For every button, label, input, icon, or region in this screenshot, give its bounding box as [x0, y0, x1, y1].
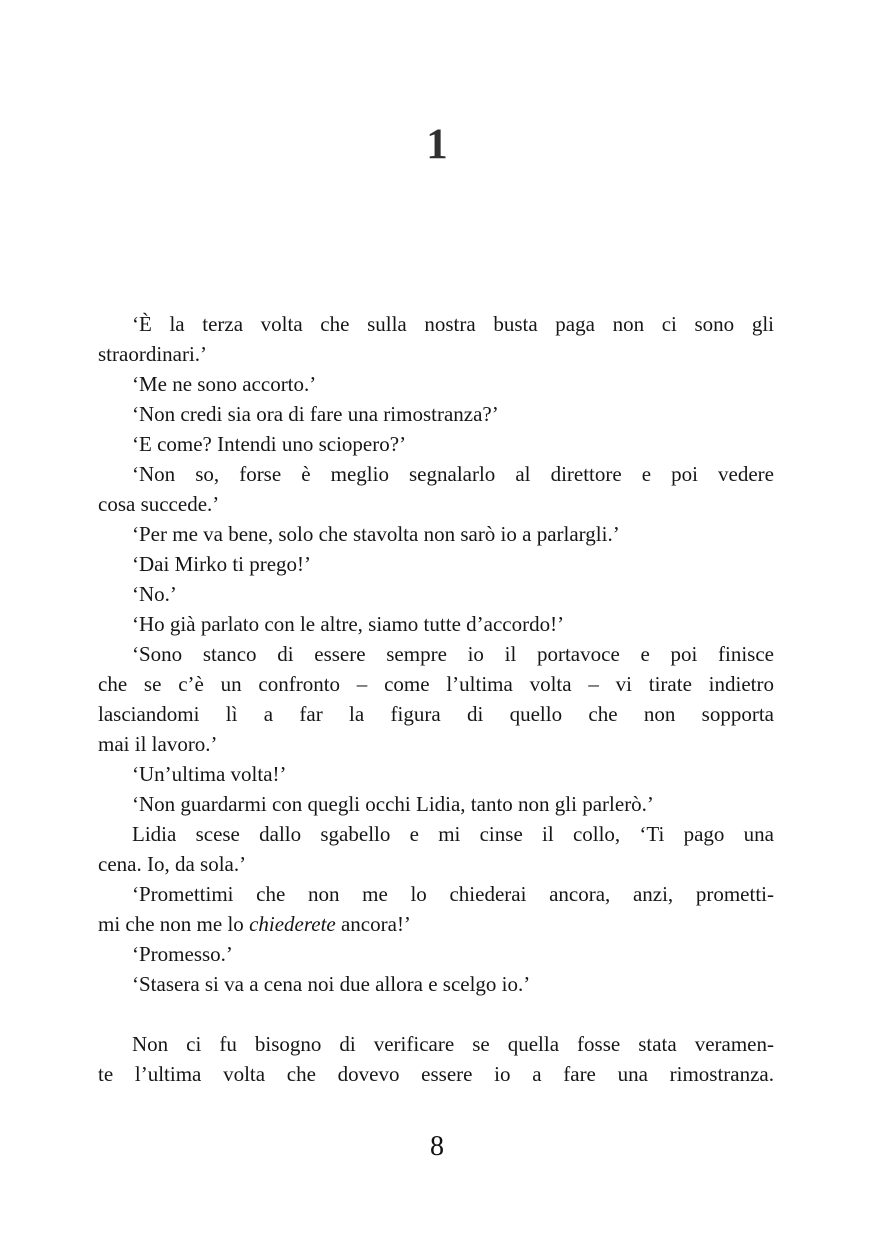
text-line: ‘Stasera si va a cena noi due allora e scelgo io.’ — [132, 972, 531, 996]
text-line: ‘Me ne sono accorto.’ — [132, 372, 317, 396]
text-line: ‘Non credi sia ora di fare una rimostranza?’ — [132, 402, 499, 426]
text-line: ‘Non so, forse è meglio segnalarlo al direttore e poi vedere — [132, 462, 774, 486]
text-line: ‘Ho già parlato con le altre, siamo tutte d’accordo!’ — [132, 612, 565, 636]
text-line: ‘E come? Intendi uno sciopero?’ — [132, 432, 407, 456]
text-line: ‘Promettimi che non me lo chiederai ancora, anzi, prometti- — [132, 882, 774, 906]
text-line: mai il lavoro.’ — [98, 732, 218, 756]
text-line: ‘Un’ultima volta!’ — [132, 762, 287, 786]
paragraph — [98, 309, 774, 369]
text-line: Lidia scese dallo sgabello e mi cinse il collo, ‘Ti pago una — [132, 822, 774, 846]
text-line: lasciandomi lì a far la figura di quello che non sopporta — [98, 702, 774, 726]
chapter-number: 1 — [426, 121, 448, 168]
text-line: cosa succede.’ — [98, 492, 220, 516]
paragraph — [98, 759, 774, 789]
paragraph — [98, 399, 774, 429]
text-line: ‘Non guardarmi con quegli occhi Lidia, tanto non gli parlerò.’ — [132, 792, 654, 816]
text-line: ‘No.’ — [132, 582, 177, 606]
paragraph — [98, 609, 774, 639]
paragraph — [98, 879, 774, 939]
text-line: straordinari.’ — [98, 342, 208, 366]
text-line: Non ci fu bisogno di verificare se quella fosse stata veramen- — [132, 1032, 774, 1056]
paragraph — [98, 579, 774, 609]
paragraph — [98, 969, 774, 999]
text-line: mi che non me lo chiederete ancora!’ — [98, 912, 411, 936]
text-line: ‘È la terza volta che sulla nostra busta paga non ci sono gli — [132, 312, 774, 336]
paragraph — [98, 819, 774, 879]
text-block — [98, 309, 774, 1089]
paragraph — [98, 789, 774, 819]
text-line: cena. Io, da sola.’ — [98, 852, 247, 876]
paragraph — [98, 549, 774, 579]
paragraph — [98, 1029, 774, 1089]
text-line: te l’ultima volta che dovevo essere io a fare una rimostranza. — [98, 1062, 774, 1086]
text-line: che se c’è un confronto – come l’ultima volta – vi tirate indietro — [98, 672, 774, 696]
text-line: ‘Dai Mirko ti prego!’ — [132, 552, 312, 576]
paragraph — [98, 459, 774, 519]
text-line: ‘Promesso.’ — [132, 942, 233, 966]
text-line: ‘Per me va bene, solo che stavolta non sarò io a parlargli.’ — [132, 522, 620, 546]
page-number: 8 — [430, 1131, 444, 1162]
paragraph — [98, 939, 774, 969]
paragraph — [98, 369, 774, 399]
paragraph — [98, 429, 774, 459]
paragraph — [98, 519, 774, 549]
text-line: ‘Sono stanco di essere sempre io il portavoce e poi finisce — [132, 642, 774, 666]
paragraph — [98, 639, 774, 759]
